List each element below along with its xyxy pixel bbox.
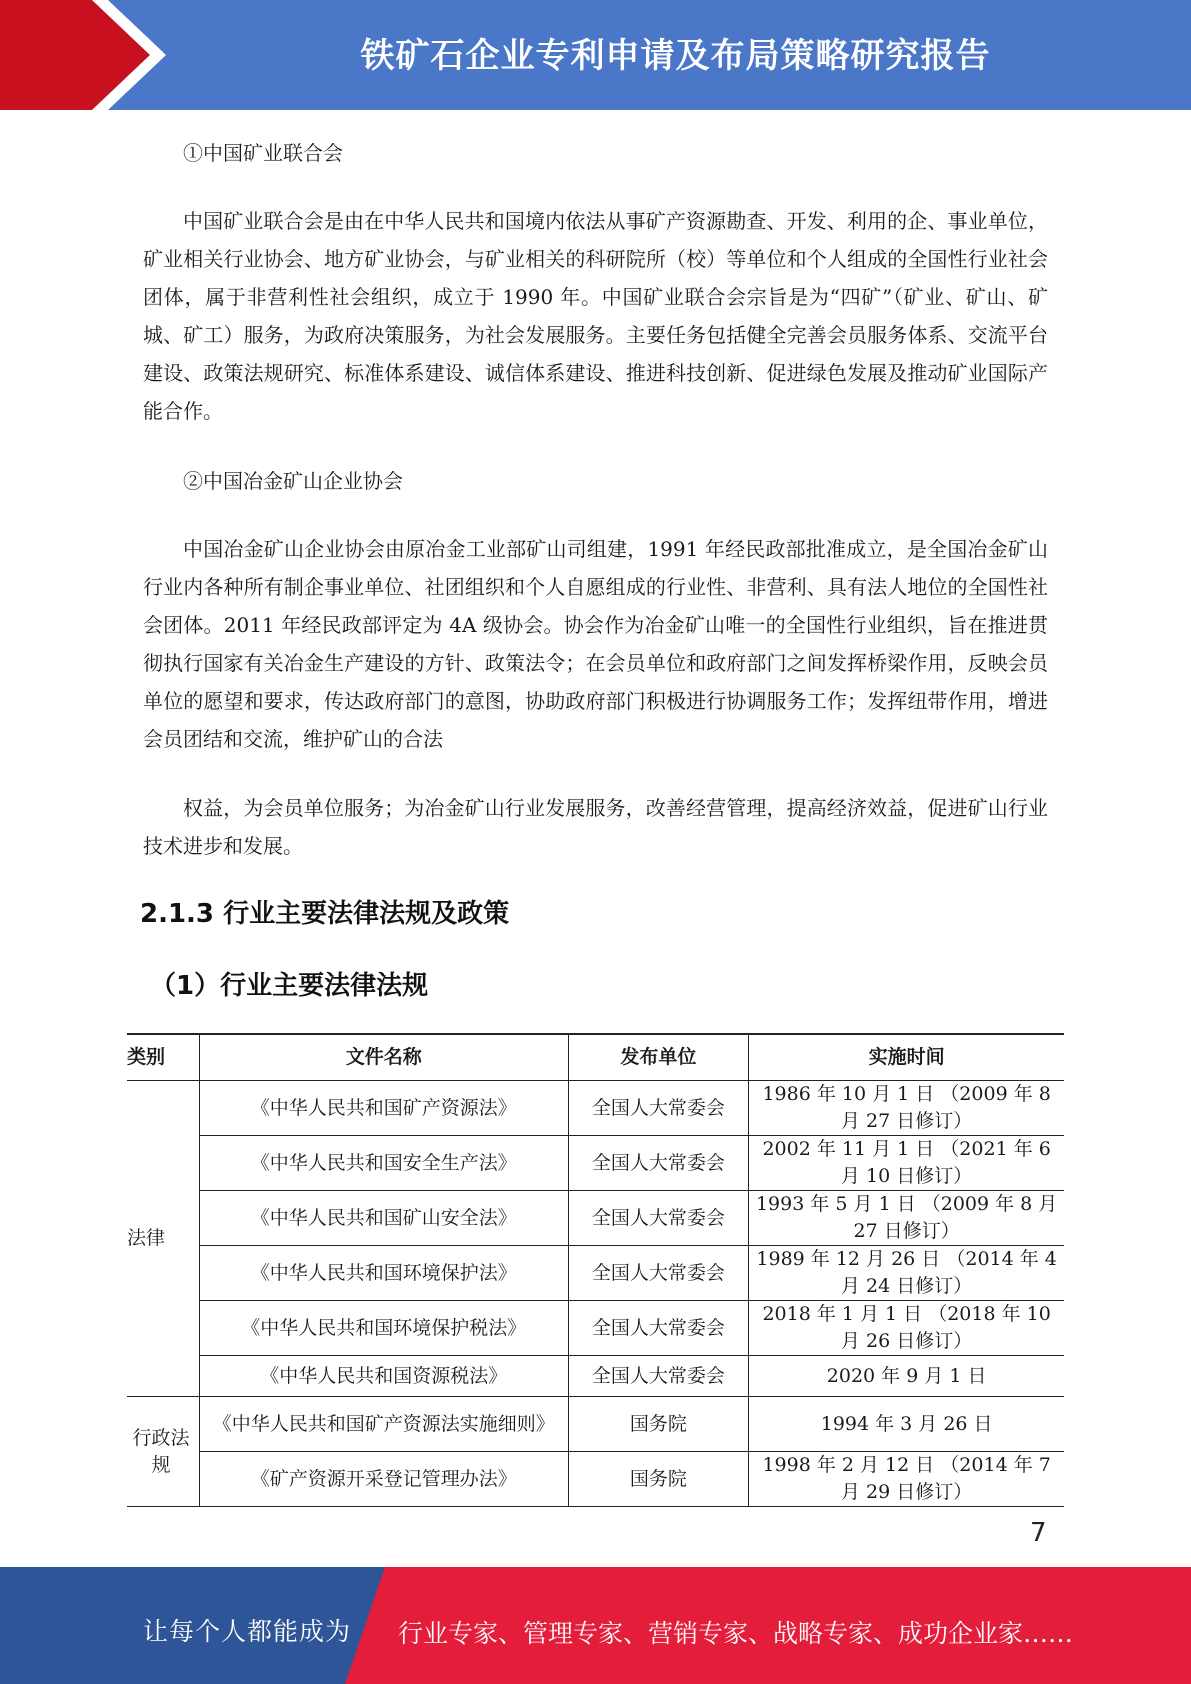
header-category: 类别: [127, 1034, 199, 1081]
issuer: 全国人大常委会: [568, 1191, 749, 1246]
doc-name: 《中华人民共和国资源税法》: [199, 1356, 568, 1397]
association-paragraph-2b: 权益，为会员单位服务；为冶金矿山行业发展服务，改善经营管理，提高经济效益，促进矿山行业技术进步和发展。: [143, 796, 1048, 858]
table-row: [127, 1452, 1064, 1507]
header-issuer: 发布单位: [568, 1034, 749, 1081]
association-paragraph-1: 中国矿业联合会是由在中华人民共和国境内依法从事矿产资源勘查、开发、利用的企、事业单位，矿业相关行业协会、地方矿业协会，与矿业相关的科研院所（校）等单位和个人组成的全国性行业社会团体，属于非营利性社会组织，成立于 1990 年。中国矿业联合会宗旨是为“四矿”（矿业、矿山、矿城、矿工）服务，为政府决策服务，为社会发展服务。主要任务包括健全完善会员服务体系、交流平台建设、政策法规研究、标准体系建设、诚信体系建设、推进科技创新、促进绿色发展及推动矿业国际产能合作。: [143, 209, 1048, 423]
association-heading-1: ①中国矿业联合会: [183, 141, 343, 165]
doc-name: 《矿产资源开采登记管理办法》: [199, 1452, 568, 1507]
effective-date: 2020 年 9 月 1 日: [749, 1356, 1064, 1397]
effective-date: 2018 年 1 月 1 日 （2018 年 10 月 26 日修订）: [749, 1301, 1064, 1356]
table-row: [127, 1397, 1064, 1452]
page-header: [0, 0, 1191, 110]
category-law: 法律: [127, 1081, 199, 1397]
table-row: [127, 1136, 1064, 1191]
doc-name: 《中华人民共和国环境保护税法》: [199, 1301, 568, 1356]
doc-name: 《中华人民共和国矿山安全法》: [199, 1191, 568, 1246]
issuer: 国务院: [568, 1452, 749, 1507]
section-heading-2-1-3: 2.1.3 行业主要法律法规及政策: [140, 899, 510, 929]
issuer: 国务院: [568, 1397, 749, 1452]
issuer: 全国人大常委会: [568, 1136, 749, 1191]
association-paragraph-2a: 中国冶金矿山企业协会由原冶金工业部矿山司组建，1991 年经民政部批准成立，是全国冶金矿山行业内各种所有制企事业单位、社团组织和个人自愿组成的行业性、非营利、具有法人地位的全国性社会团体。2011 年经民政部评定为 4A 级协会。协会作为冶金矿山唯一的全国性行业组织，旨在推进贯彻执行国家有关冶金生产建设的方针、政策法令；在会员单位和政府部门之间发挥桥梁作用，反映会员单位的愿望和要求，传达政府部门的意图，协助政府部门积极进行协调服务工作；发挥纽带作用，增进会员团结和交流，维护矿山的合法: [143, 537, 1048, 751]
subsection-heading-laws: （1）行业主要法律法规: [150, 971, 429, 1001]
issuer: 全国人大常委会: [568, 1081, 749, 1136]
table-row: [127, 1246, 1064, 1301]
doc-name: 《中华人民共和国矿产资源法》: [199, 1081, 568, 1136]
effective-date: 1986 年 10 月 1 日 （2009 年 8 月 27 日修订）: [749, 1081, 1064, 1136]
page-footer: [0, 1567, 1191, 1684]
category-administrative-regulation: 行政法规: [127, 1397, 199, 1507]
issuer: 全国人大常委会: [568, 1246, 749, 1301]
table-row: [127, 1081, 1064, 1136]
effective-date: 1993 年 5 月 1 日 （2009 年 8 月 27 日修订）: [749, 1191, 1064, 1246]
report-title: 铁矿石企业专利申请及布局策略研究报告: [360, 36, 991, 76]
laws-table: [127, 1033, 1064, 1507]
table-row: [127, 1301, 1064, 1356]
table-header-row: [127, 1034, 1064, 1081]
effective-date: 1998 年 2 月 12 日 （2014 年 7 月 29 日修订）: [749, 1452, 1064, 1507]
doc-name: 《中华人民共和国环境保护法》: [199, 1246, 568, 1301]
footer-slogan-left: 让每个人都能成为: [143, 1617, 352, 1646]
issuer: 全国人大常委会: [568, 1356, 749, 1397]
header-effective-date: 实施时间: [749, 1034, 1064, 1081]
issuer: 全国人大常委会: [568, 1301, 749, 1356]
footer-slogan-right: 行业专家、管理专家、营销专家、战略专家、成功企业家……: [398, 1619, 1074, 1648]
doc-name: 《中华人民共和国安全生产法》: [199, 1136, 568, 1191]
table-row: [127, 1191, 1064, 1246]
doc-name: 《中华人民共和国矿产资源法实施细则》: [199, 1397, 568, 1452]
header-document-name: 文件名称: [199, 1034, 568, 1081]
effective-date: 2002 年 11 月 1 日 （2021 年 6 月 10 日修订）: [749, 1136, 1064, 1191]
association-heading-2: ②中国冶金矿山企业协会: [183, 469, 403, 493]
page-number: 7: [1030, 1518, 1047, 1548]
effective-date: 1994 年 3 月 26 日: [749, 1397, 1064, 1452]
table-row: [127, 1356, 1064, 1397]
effective-date: 1989 年 12 月 26 日 （2014 年 4 月 24 日修订）: [749, 1246, 1064, 1301]
